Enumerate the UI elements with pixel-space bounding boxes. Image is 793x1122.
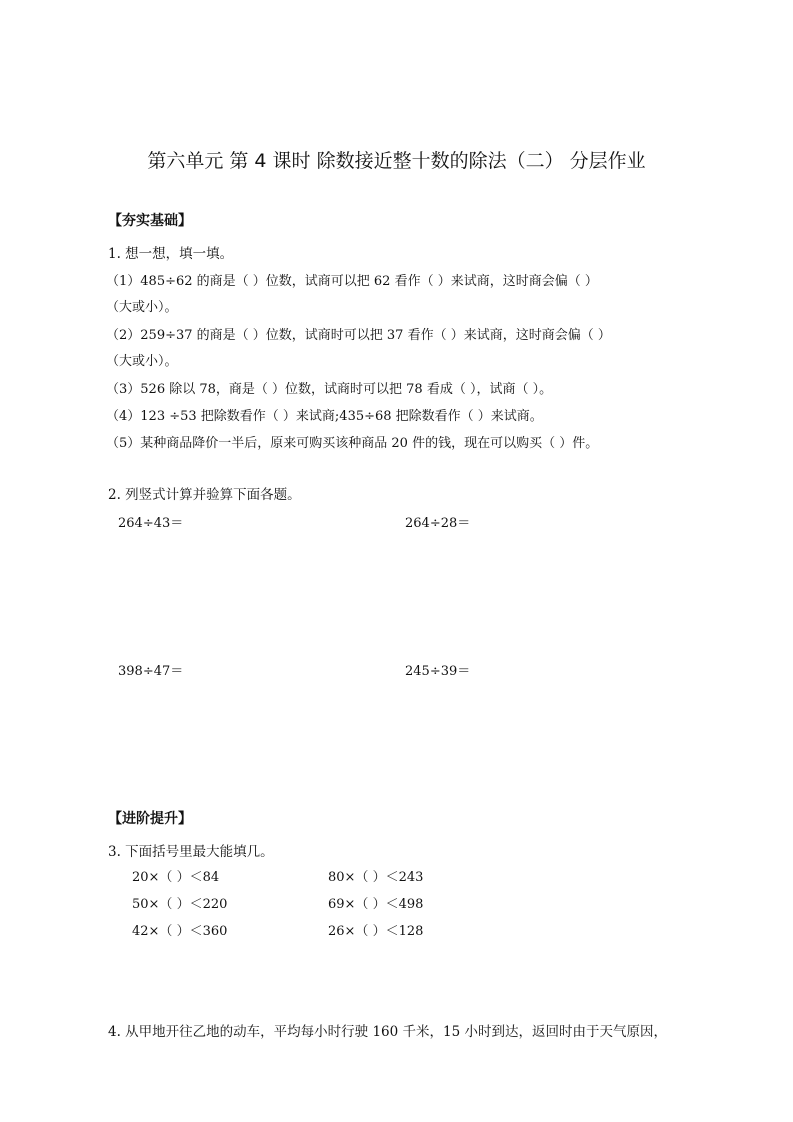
question-1-line-2-cont: （大或小）。 <box>106 354 178 369</box>
question-1-line-3: （3）526 除以 78，商是（ ）位数，试商时可以把 78 看成（ ），试商（ ）。 <box>106 382 553 397</box>
inequality-item: 80×（ ）＜243 <box>328 870 424 885</box>
division-problem: 398÷47＝ <box>118 664 184 679</box>
question-2-stem: 2. 列竖式计算并验算下面各题。 <box>108 487 301 503</box>
question-1-line-5: （5）某种商品降价一半后，原来可购买该种商品 20 件的钱，现在可以购买（ ）件。 <box>106 436 599 451</box>
question-1-stem: 1. 想一想，填一填。 <box>108 246 234 262</box>
division-problem: 264÷43＝ <box>118 516 184 531</box>
division-problem: 264÷28＝ <box>405 516 471 531</box>
question-3-stem: 3. 下面括号里最大能填几。 <box>108 844 274 860</box>
question-1-line-1-cont: （大或小）。 <box>106 300 178 315</box>
inequality-item: 26×（ ）＜128 <box>328 924 424 939</box>
inequality-item: 50×（ ）＜220 <box>132 897 228 912</box>
question-1-line-2: （2）259÷37 的商是（ ）位数，试商时可以把 37 看作（ ）来试商，这时商会偏（ ） <box>106 328 611 343</box>
division-problem: 245÷39＝ <box>405 664 471 679</box>
inequality-item: 69×（ ）＜498 <box>328 897 424 912</box>
page-title: 第六单元 第 4 课时 除数接近整十数的除法（二） 分层作业 <box>147 150 646 172</box>
inequality-item: 20×（ ）＜84 <box>132 870 220 885</box>
section-heading-basic: 【夯实基础】 <box>108 213 192 229</box>
section-heading-advanced: 【进阶提升】 <box>108 811 192 827</box>
question-1-line-4: （4）123 ÷53 把除数看作（ ）来试商;435÷68 把除数看作（ ）来试商。 <box>106 409 543 424</box>
question-4-stem: 4. 从甲地开往乙地的动车，平均每小时行驶 160 千米，15 小时到达，返回时由于天气原因， <box>108 1024 667 1040</box>
question-1-line-1: （1）485÷62 的商是（ ）位数，试商可以把 62 看作（ ）来试商，这时商会偏（ ） <box>106 274 598 289</box>
inequality-item: 42×（ ）＜360 <box>132 924 228 939</box>
